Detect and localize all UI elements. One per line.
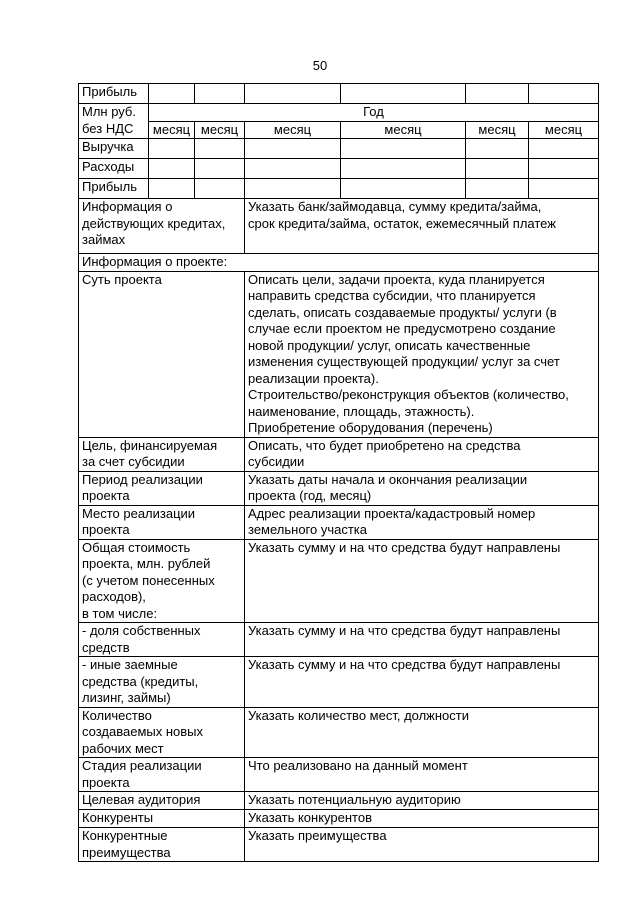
- row-label-profit: Прибыль: [79, 84, 149, 104]
- table-row: [79, 121, 599, 139]
- page-number: 50: [312, 58, 328, 73]
- table-cell: [466, 139, 529, 159]
- table-cell: [149, 179, 195, 199]
- table-cell: [529, 179, 599, 199]
- row-label-new-jobs: Количество создаваемых новых рабочих мест: [79, 707, 245, 758]
- table-row: [79, 758, 599, 792]
- table-cell: [195, 139, 245, 159]
- table-cell: [341, 159, 466, 179]
- table-row: [79, 104, 599, 122]
- table-cell: [245, 159, 341, 179]
- row-label-revenue: Выручка: [79, 139, 149, 159]
- row-value-competitors: Указать конкурентов: [245, 810, 599, 828]
- table-cell: [149, 139, 195, 159]
- table-cell: [195, 179, 245, 199]
- table-row: [79, 254, 599, 272]
- row-label-expenses: Расходы: [79, 159, 149, 179]
- month-header: месяц: [245, 121, 341, 139]
- table-row: [79, 84, 599, 104]
- table-row: [79, 505, 599, 539]
- row-label-total-cost: Общая стоимость проекта, млн. рублей (с учетом понесенных расходов), в том числе:: [79, 539, 245, 623]
- table-row: [79, 471, 599, 505]
- row-label-financed-goal: Цель, финансируемая за счет субсидии: [79, 437, 245, 471]
- table-row: [79, 828, 599, 862]
- month-header: месяц: [466, 121, 529, 139]
- row-label-advantages: Конкурентные преимущества: [79, 828, 245, 862]
- month-header: месяц: [529, 121, 599, 139]
- table-row: [79, 623, 599, 657]
- table-row: [79, 810, 599, 828]
- row-label-own-funds: - доля собственных средств: [79, 623, 245, 657]
- row-value-current-loans: Указать банк/займодавца, сумму кредита/займа, срок кредита/займа, остаток, ежемесячный платеж: [245, 199, 599, 254]
- row-value-new-jobs: Указать количество мест, должности: [245, 707, 599, 758]
- row-value-location: Адрес реализации проекта/кадастровый номер земельного участка: [245, 505, 599, 539]
- row-label-competitors: Конкуренты: [79, 810, 245, 828]
- table-cell: [529, 84, 599, 104]
- row-value-financed-goal: Описать, что будет приобретено на средства субсидии: [245, 437, 599, 471]
- table-cell: [529, 139, 599, 159]
- table-cell: [341, 139, 466, 159]
- table-cell: [341, 84, 466, 104]
- row-value-stage: Что реализовано на данный момент: [245, 758, 599, 792]
- table-row: [79, 159, 599, 179]
- table-cell: [245, 139, 341, 159]
- row-value-own-funds: Указать сумму и на что средства будут направлены: [245, 623, 599, 657]
- row-label-borrowed-funds: - иные заемные средства (кредиты, лизинг, займы): [79, 657, 245, 708]
- table-cell: [195, 84, 245, 104]
- table-cell: [466, 159, 529, 179]
- table-row: [79, 179, 599, 199]
- table-cell: [341, 179, 466, 199]
- month-header: месяц: [149, 121, 195, 139]
- row-label-project-essence: Суть проекта: [79, 271, 245, 437]
- table-row: [79, 437, 599, 471]
- table-cell: [466, 179, 529, 199]
- table-row: [79, 139, 599, 159]
- table-row: [79, 539, 599, 623]
- row-value-period: Указать даты начала и окончания реализации проекта (год, месяц): [245, 471, 599, 505]
- table-cell: [529, 159, 599, 179]
- row-value-project-essence: Описать цели, задачи проекта, куда планируется направить средства субсидии, что планируется сделать, описать создаваемые продукты/ услуги (в случае если проектом не предусмотрено создание новой продукции/ услуг, описать качественные изменения существующей продукции/ услуг за счет реализации проекта). Строительство/реконструкция объектов (количество, наименование, площадь, этажность). Приобретение оборудования (перечень): [245, 271, 599, 437]
- row-label-profit: Прибыль: [79, 179, 149, 199]
- table-cell: [149, 84, 195, 104]
- table-row: [79, 792, 599, 810]
- month-header: месяц: [195, 121, 245, 139]
- row-label-stage: Стадия реализации проекта: [79, 758, 245, 792]
- month-header: месяц: [341, 121, 466, 139]
- table-cell: [245, 179, 341, 199]
- table-cell: [195, 159, 245, 179]
- table-row: [79, 199, 599, 254]
- table-row: [79, 707, 599, 758]
- table-cell: [466, 84, 529, 104]
- row-label-audience: Целевая аудитория: [79, 792, 245, 810]
- unit-label: Млн руб. без НДС: [79, 104, 149, 139]
- row-label-period: Период реализации проекта: [79, 471, 245, 505]
- row-value-borrowed-funds: Указать сумму и на что средства будут направлены: [245, 657, 599, 708]
- table-row: [79, 657, 599, 708]
- row-value-total-cost: Указать сумму и на что средства будут направлены: [245, 539, 599, 623]
- table-cell: [245, 84, 341, 104]
- project-info-table: [78, 83, 599, 862]
- table-row: [79, 271, 599, 437]
- year-header: Год: [149, 104, 599, 122]
- row-value-audience: Указать потенциальную аудиторию: [245, 792, 599, 810]
- row-value-advantages: Указать преимущества: [245, 828, 599, 862]
- table-cell: [149, 159, 195, 179]
- row-label-current-loans: Информация о действующих кредитах, займах: [79, 199, 245, 254]
- section-heading-project-info: Информация о проекте:: [79, 254, 599, 272]
- row-label-location: Место реализации проекта: [79, 505, 245, 539]
